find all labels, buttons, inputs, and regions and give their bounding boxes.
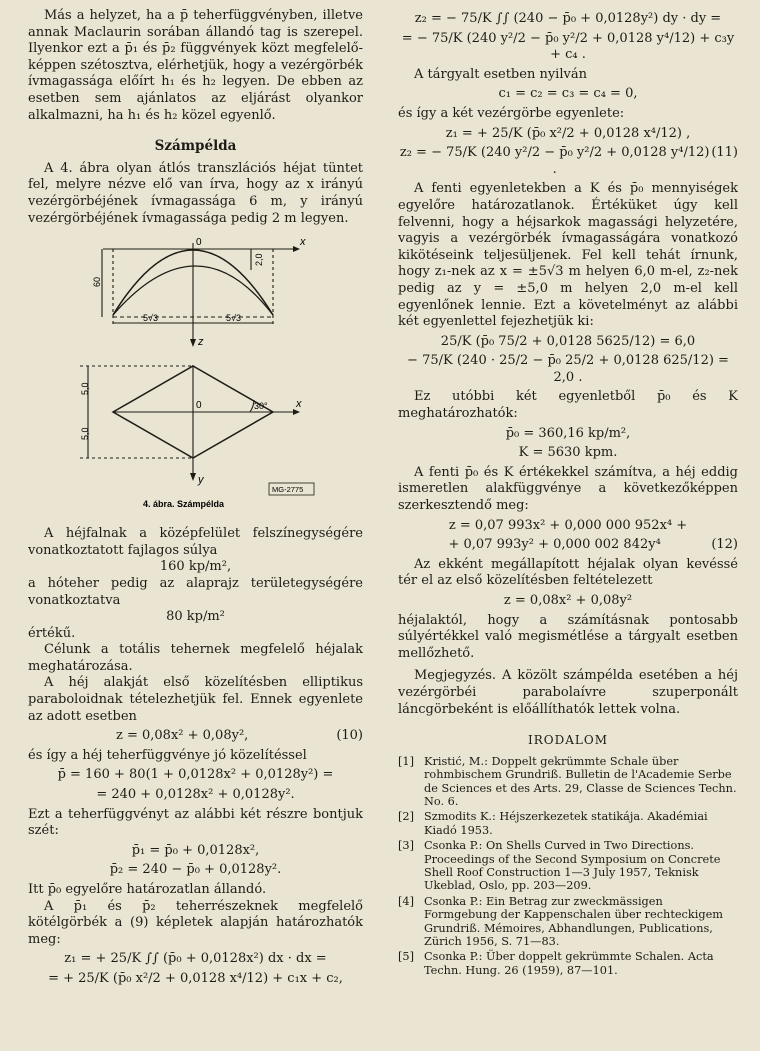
equation-line: p̄₂ = 240 − p̄₀ + 0,0128y². [109, 862, 282, 878]
equation-line: 25/K (p̄₀ 75/2 + 0,0128 5625/12) = 6,0 [440, 333, 696, 349]
reference-number: [2] [398, 810, 415, 824]
reference-item [398, 950, 738, 977]
origin-label-top: 0 [196, 237, 202, 249]
equation-line: z = 0,08x² + 0,08y² [503, 593, 633, 608]
paragraph: Ezt a teherfüggvényt az alábbi két részre bontjuk szét: [28, 806, 363, 839]
equation-11 [398, 145, 738, 178]
figure-caption: 4. ábra. Számpélda [143, 499, 225, 510]
figure-drawing [28, 235, 363, 520]
paragraph: A héj alakját első közelítésben elliptikus paraboloidnak tételezhetjük fel. Ennek egyenlete az adott esetben [28, 675, 363, 724]
left-column [28, 8, 363, 991]
equation-10 [28, 728, 363, 745]
dim-right: 5√3 [226, 313, 241, 324]
paragraph: A fenti egyenletekben a K és p̄₀ mennyiségek egyelőre határozatlanok. Értéküket úgy kell felvenni, hogy a héjsarkok magassági helyzetére, vagyis a vezérgörbék ívmagasságára vonatkozó kikötéseink teljesüljenek. Fel kell tehát írnunk, hogy z₁-nek az x = ±5√3 m helyen 6,0 m-el, z₂-nek pedig az y = ±5,0 m helyen 2,0 m-el kell egyenlőnek lennie. Ezt a követelményt az alábbi két egyenlettel fejezhetjük ki: [398, 181, 738, 330]
equation-line: − 75/K (240 · 25/2 − p̄₀ 25/2 + 0,0128 625/12) = 2,0 . [407, 353, 729, 385]
reference-number: [1] [398, 754, 415, 768]
section-heading: Számpélda [154, 138, 237, 155]
paragraph: Itt p̄₀ egyelőre határozatlan állandó. [28, 882, 267, 897]
note-paragraph: Megjegyzés. A közölt számpélda esetében a héj vezérgörbéi parabolaívre szuperponált láncgörbeként is előállíthatók lettek volna. [398, 668, 738, 717]
equation-line: z = 0,07 993x² + 0,000 000 952x⁴ + [448, 517, 688, 533]
value-line: 80 kp/m² [166, 609, 225, 625]
reference-text: Csonka P.: Über doppelt gekrümmte Schalen. Acta Techn. Hung. 26 (1959), 87—101. [424, 950, 714, 977]
equation-body: z = 0,08x² + 0,08y², [116, 728, 249, 744]
equation-line: p̄₀ = 360,16 kp/m², [505, 425, 631, 441]
equation-12 [398, 537, 738, 554]
equation-line: z₁ = + 25/K ∫∫ (p̄₀ + 0,0128x²) dx · dx = [64, 951, 327, 967]
plan-dim-top: 5,0 [80, 382, 90, 396]
paragraph: A héjfalnak a középfelület felszínegységére vonatkoztatott fajlagos súlya [28, 526, 363, 558]
references-heading: IRODALOM [528, 733, 608, 748]
reference-number: [3] [398, 839, 415, 853]
right-column [398, 8, 738, 979]
origin-label-bottom: 0 [196, 400, 202, 412]
reference-list [398, 755, 738, 978]
equation-body: z₂ = − 75/K (240 y²/2 − p̄₀ y²/2 + 0,0128 y⁴/12) . [399, 145, 710, 177]
equation-line: p̄ = 160 + 80(1 + 0,0128x² + 0,0128y²) = [57, 767, 334, 783]
paragraph: A 4. ábra olyan átlós transzlációs héjat tüntet fel, melyre nézve elő van írva, hogy az x irányú vezérgörbéjének ívmagassága 6 m, y irányú vezérgörbéjének ívmagassága pedig 2 m legyen. [28, 160, 363, 226]
z-label: z [198, 336, 204, 349]
dim-left: 5√3 [143, 313, 158, 324]
equation-line: c₁ = c₂ = c₃ = c₄ = 0, [498, 86, 638, 102]
paragraph: A tárgyalt esetben nyilván [414, 66, 587, 82]
reference-number: [5] [398, 950, 415, 964]
figure-tag: MG-2775 [272, 485, 304, 495]
paragraph: és így a héj teherfüggvénye jó közelítéssel [28, 747, 307, 763]
paragraph: Más a helyzet, ha a p̄ teherfüggvényben, illetve annak Maclaurin sorában állandó tag is szerepel. Ilyenkor ezt a p̄₁ és p̄₂ függvények közt megfelelő-képpen szétosztva, elérhetjük, hogy a vezérgörbék ívmagassága előírt h₁ és h₂ legyen. De ebben az esetben sem ajánlatos az eljárást olyankor alkalmazni, ha h₁ és h₂ közel egyenlő. [28, 8, 363, 123]
paragraph: és így a két vezérgörbe egyenlete: [398, 105, 625, 121]
reference-item [398, 755, 738, 809]
equation-line: z₁ = + 25/K (p̄₀ x²/2 + 0,0128 x⁴/12) , [445, 125, 691, 141]
equation-line: z₂ = − 75/K ∫∫ (240 − p̄₀ + 0,0128y²) dy · dy = [414, 11, 722, 26]
equation-line: p̄₁ = p̄₀ + 0,0128x², [131, 842, 260, 858]
reference-text: Kristić, M.: Doppelt gekrümmte Schale über rohmbischem Grundriß. Bulletin de l'Academie Serbe de Sciences et des Arts. 29, Classe de Sciences Techn. No. 6. [424, 754, 737, 808]
equation-line: = − 75/K (240 y²/2 − p̄₀ y²/2 + 0,0128 y⁴/12) + c₃y + c₄ . [401, 30, 735, 63]
reference-text: Szmodits K.: Héjszerkezetek statikája. Akadémiai Kiadó 1953. [424, 810, 708, 837]
paragraph: Ez utóbbi két egyenletből p̄₀ és K meghatározhatók: [398, 389, 738, 422]
equation-line: = + 25/K (p̄₀ x²/2 + 0,0128 x⁴/12) + c₁x + c₂, [48, 970, 343, 986]
equation-number: (10) [336, 728, 363, 744]
reference-item [398, 810, 738, 837]
y-label: y [198, 474, 204, 487]
reference-text: Csonka P.: Ein Betrag zur zweckmässigen Formgebung der Kappenschalen über rechteckigem Grundriß. Mémoires, Abhandlungen, Publications, Zürich 1956, S. 71—83. [424, 894, 723, 949]
reference-item [398, 839, 738, 893]
height-label-60: 60 [92, 277, 102, 288]
reference-item [398, 895, 738, 949]
paragraph: Célunk a totális tehernek megfelelő héjalak meghatározása. [28, 642, 363, 674]
equation-body: + 0,07 993y² + 0,000 002 842y⁴ [448, 537, 661, 553]
paragraph: a hóteher pedig az alaprajz területegységére vonatkoztatva [28, 575, 363, 608]
paragraph: héjalaktól, hogy a számításnak pontosabb súlyértékkel való megismétlése a tárgyalt esetben mellőzhető. [398, 612, 738, 661]
paragraph: Az ekként megállapított héjalak olyan kevéssé tér el az első közelítésben feltételezett [398, 556, 738, 589]
reference-text: Csonka P.: On Shells Curved in Two Directions. Proceedings of the Second Symposium on Concrete Shell Roof Construction 1—3 July 1957, Teknisk Ukeblad, Oslo, pp. 203—209. [424, 839, 721, 893]
figure-4 [28, 235, 363, 520]
reference-number: [4] [398, 894, 415, 908]
x-label-top: x [300, 236, 306, 249]
equation-line: K = 5630 kpm. [518, 445, 618, 461]
height-label-20: 2,0 [254, 253, 264, 267]
equation-line: = 240 + 0,0128x² + 0,0128y². [96, 787, 295, 803]
paragraph: A p̄₁ és p̄₂ teherrészeknek megfelelő kötélgörbék a (9) képletek alapján határozhatók meg: [28, 898, 363, 947]
value-line: 160 kp/m², [159, 559, 232, 575]
plan-dim-bottom: 5,0 [80, 427, 90, 441]
equation-number: (12) [711, 537, 738, 553]
paragraph: A fenti p̄₀ és K értékekkel számítva, a héj eddig ismeretlen alakfüggvénye a következőképpen szerkesztendő meg: [398, 464, 738, 514]
x-label-bottom: x [296, 398, 302, 411]
equation-number: (11) [711, 145, 738, 161]
angle-label: 30° [254, 401, 268, 412]
paragraph: értékű. [28, 625, 76, 641]
